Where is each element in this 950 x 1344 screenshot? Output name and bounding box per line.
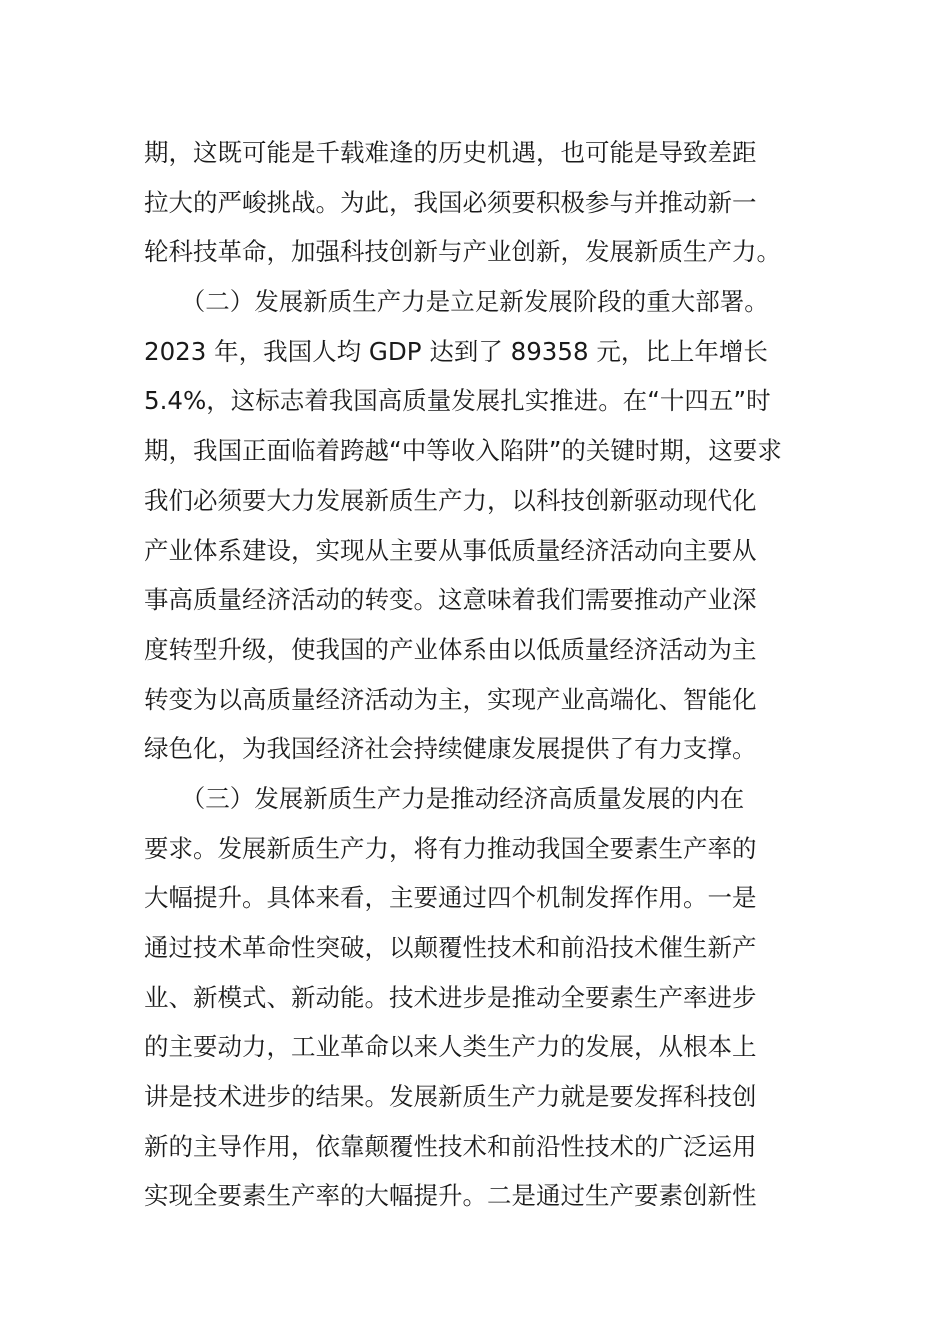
section-heading-line: （二）发展新质生产力是立足新发展阶段的重大部署。 [144, 287, 769, 317]
section-heading-line: （三）发展新质生产力是推动经济高质量发展的内在 [144, 783, 745, 813]
text-line: 新的主导作用，依靠颠覆性技术和前沿性技术的广泛运用 [144, 1131, 757, 1161]
text-line: 转变为以高质量经济活动为主，实现产业高端化、智能化 [144, 684, 757, 714]
text-line: 轮科技革命，加强科技创新与产业创新，发展新质生产力。 [144, 237, 781, 267]
text-line: 期，我国正面临着跨越“中等收入陷阱”的关键时期，这要求 [144, 436, 782, 466]
text-line: 我们必须要大力发展新质生产力，以科技创新驱动现代化 [144, 485, 757, 515]
text-line: 事高质量经济活动的转变。这意味着我们需要推动产业深 [144, 585, 757, 615]
text-line: 绿色化，为我国经济社会持续健康发展提供了有力支撑。 [144, 734, 757, 764]
text-line: 实现全要素生产率的大幅提升。二是通过生产要素创新性 [144, 1181, 757, 1211]
text-line: 产业体系建设，实现从主要从事低质量经济活动向主要从 [144, 535, 757, 565]
text-line: 通过技术革命性突破，以颠覆性技术和前沿技术催生新产 [144, 933, 757, 962]
body-text [144, 128, 844, 1221]
text-line: 拉大的严峻挑战。为此，我国必须要积极参与并推动新一 [144, 187, 757, 217]
text-line: 大幅提升。具体来看，主要通过四个机制发挥作用。一是 [144, 883, 757, 913]
text-line: 要求。发展新质生产力，将有力推动我国全要素生产率的 [144, 833, 757, 863]
text-line: 2023 年，我国人均 GDP 达到了 89358 元，比上年增长 [144, 336, 768, 366]
text-line: 的主要动力，工业革命以来人类生产力的发展，从根本上 [144, 1032, 757, 1062]
text-line: 期，这既可能是千载难逢的历史机遇，也可能是导致差距 [144, 138, 757, 167]
text-line: 度转型升级，使我国的产业体系由以低质量经济活动为主 [144, 634, 757, 664]
text-line: 讲是技术进步的结果。发展新质生产力就是要发挥科技创 [144, 1082, 757, 1112]
text-line: 业、新模式、新动能。技术进步是推动全要素生产率进步 [144, 982, 757, 1012]
text-line: 5.4%，这标志着我国高质量发展扎实推进。在“十四五”时 [144, 386, 771, 416]
